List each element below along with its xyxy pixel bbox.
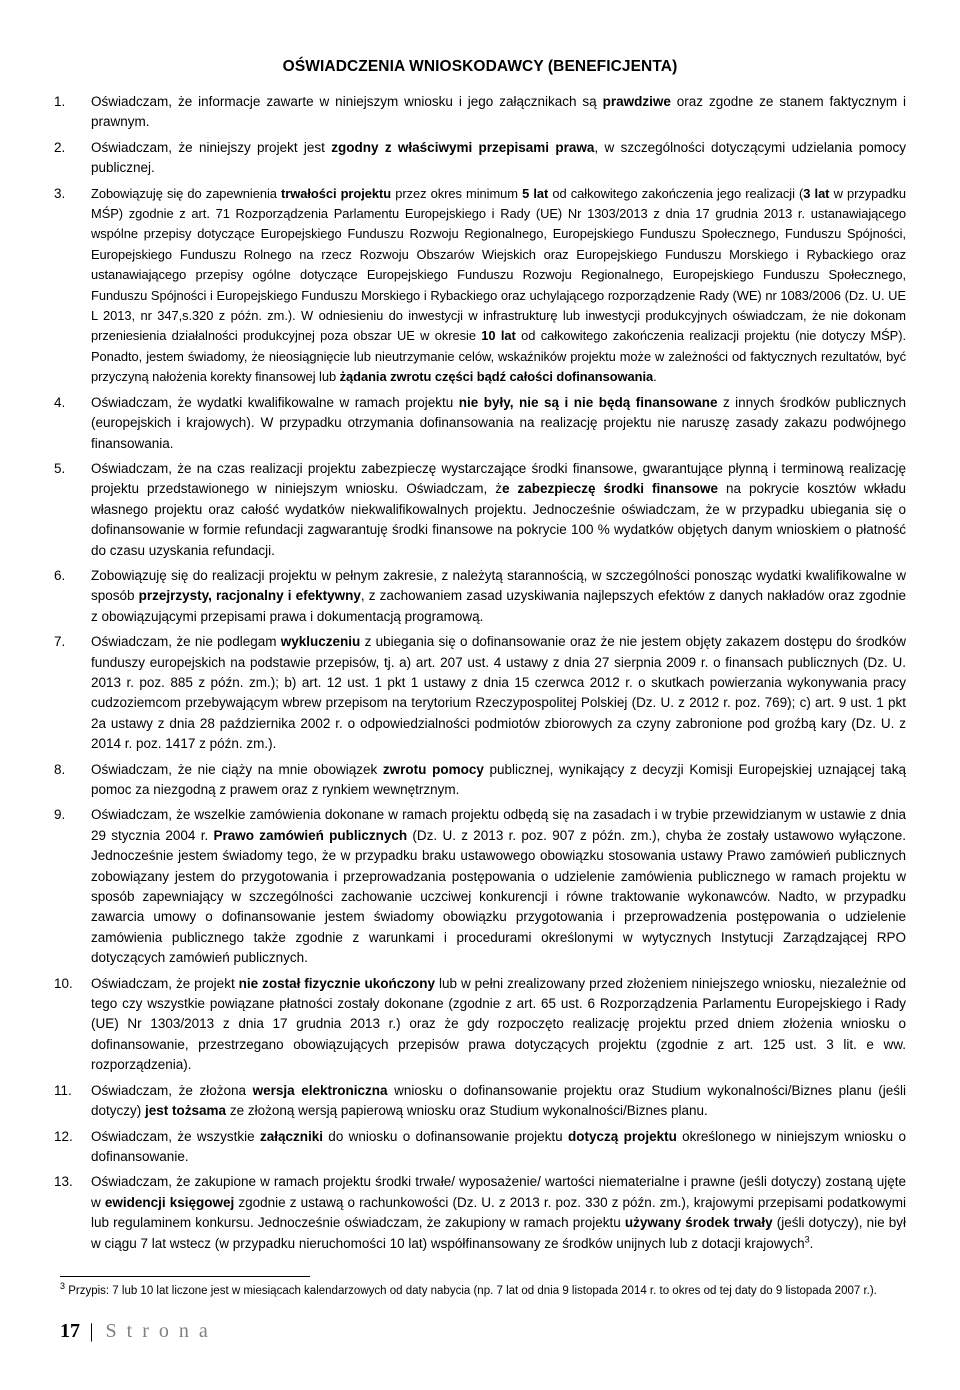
statement-number: 12. bbox=[54, 1128, 73, 1144]
statement-item bbox=[54, 805, 906, 968]
statement-item bbox=[54, 974, 906, 1076]
statement-number: 1. bbox=[54, 94, 66, 109]
page-number bbox=[60, 1320, 210, 1343]
statement-text: Oświadczam, że wszystkie załączniki do wniosku o dofinansowanie projektu dotyczą projektu określonego w niniejszym wniosku o dofinansowanie. bbox=[91, 1128, 906, 1164]
statement-number: 6. bbox=[54, 567, 66, 583]
page-title: OŚWIADCZENIA WNIOSKODAWCY (BENEFICJENTA) bbox=[282, 58, 678, 75]
statement-item bbox=[54, 393, 906, 454]
statement-item bbox=[54, 1081, 906, 1122]
statement-text: Oświadczam, że zakupione w ramach projektu środki trwałe/ wyposażenie/ wartości niematerialne i prawne (jeśli dotyczy) zostaną ujęte w ewidencji księgowej zgodnie z ustawą o rachunkowości (Dz. U. z 2013 r. poz. 330 z późn. zm.), krajowymi przepisami podatkowymi lub regulaminem konkursu. Jednocześnie oświadczam, że zakupiony w ramach projektu używany środek trwały (jeśli dotyczy), nie był w ciągu 7 lat wstecz (w przypadku nieruchomości 10 lat) współfinansowany ze środków unijnych lub z dotacji krajowych$^3$. bbox=[91, 1174, 907, 1251]
footnote bbox=[60, 1283, 902, 1300]
statement-text: Oświadczam, że nie ciąży na mnie obowiązek zwrotu pomocy publicznej, wynikający z decyzji Komisji Europejskiej uznającej taką pomoc za niezgodną z prawem oraz z rynkiem wewnętrznym. bbox=[91, 761, 906, 797]
footnote-mark: 3 bbox=[60, 1281, 66, 1292]
statement-text: Oświadczam, że złożona wersja elektroniczna wniosku o dofinansowanie projektu oraz Studium wykonalności/Biznes planu (jeśli dotyczy) jest tożsama ze złożoną wersją papierową wniosku oraz Studium wykonalności/Biznes planu. bbox=[91, 1082, 907, 1119]
statements-list bbox=[54, 92, 906, 1259]
statement-text: Oświadczam, że na czas realizacji projektu zabezpieczę wystarczające środki finansowe, gwarantujące płynną i terminową realizację projektu przedstawionego w niniejszym wniosku. Oświadczam, że zabezpieczę środki finansowe na pokrycie kosztów wkładu własnego projektu oraz całość wydatków niekwalifikowalnych projektu. Jednocześnie oświadczam, że w przypadku ubiegania się o dofinansowanie w formie refundacji zagwarantuję środki finansowe na pokrycie 100 % wydatków objętych danym wnioskiem o płatność do czasu uzyskania refundacji. bbox=[91, 460, 906, 558]
page-number-label: S t r o n a bbox=[105, 1320, 211, 1342]
statement-item bbox=[54, 760, 906, 801]
statement-text: Zobowiązuję się do zapewnienia trwałości projektu przez okres minimum 5 lat od całkowitego zakończenia jego realizacji (3 lat w przypadku MŚP) zgodnie z art. 71 Rozporządzenia Parlamentu Europejskiego i Rady (UE) Nr 1303/2013 z dnia 17 grudnia 2013 r. ustanawiającego wspólne przepisy dotyczące Europejskiego Funduszu Rozwoju Regionalnego, Europejskiego Funduszu Społecznego, Funduszu Spójności, Europejskiego Funduszu Rolnego na rzecz Rozwoju Obszarów Wiejskich oraz Europejskiego Funduszu Morskiego i Rybackiego oraz ustanawiającego przepisy ogólne dotyczące Europejskiego Funduszu Rozwoju Regionalnego, Europejskiego Funduszu Społecznego, Funduszu Spójności i Europejskiego Funduszu Morskiego i Rybackiego oraz uchylającego rozporządzenie Rady (WE) nr 1083/2006 (Dz. U. UE L 2013, nr 347,s.320 z późn. zm.). W odniesieniu do inwestycji w infrastrukturę lub inwestycji produkcyjnych oświadczam, że nie dokonam przeniesienia działalności produkcyjnej poza obszar UE w okresie 10 lat od całkowitego zakończenia realizacji projektu (nie dotyczy MŚP). Ponadto, jestem świadomy, że nieosiągnięcie lub nieutrzymanie celów, wskaźników projektu może w zależności od faktycznych rezultatów, być przyczyną nałożenia korekty finansowej lub żądania zwrotu części bądź całości dofinansowania. bbox=[91, 185, 906, 385]
statement-item bbox=[54, 1127, 906, 1168]
footnote-divider bbox=[60, 1276, 310, 1277]
statement-item bbox=[54, 566, 906, 627]
statement-item bbox=[54, 1172, 906, 1254]
statement-number: 10. bbox=[54, 975, 73, 991]
statement-number: 3. bbox=[54, 185, 66, 201]
page-number-separator: | bbox=[89, 1320, 97, 1342]
statement-number: 5. bbox=[54, 460, 66, 476]
statement-text: Oświadczam, że wydatki kwalifikowalne w ramach projektu nie były, nie są i nie będą finansowane z innych środków publicznych (europejskich i krajowych). W przypadku otrzymania dofinansowania na realizację projektu nie naruszę zasady zakazu podwójnego finansowania. bbox=[91, 394, 906, 451]
statement-text: Zobowiązuję się do realizacji projektu w pełnym zakresie, z należytą starannością, w szczególności ponosząc wydatki kwalifikowalne w sposób przejrzysty, racjonalny i efektywny, z zachowaniem zasad uzyskiwania najlepszych efektów z danych nakładów oraz zgodnie z obowiązującymi przepisami prawa i dokumentacją programową. bbox=[91, 567, 906, 624]
page-number-value: 17 bbox=[60, 1320, 80, 1342]
statement-text: Oświadczam, że wszelkie zamówienia dokonane w ramach projektu odbędą się na zasadach i w trybie przewidzianym w ustawie z dnia 29 stycznia 2004 r. Prawo zamówień publicznych (Dz. U. z 2013 r. poz. 907 z późn. zm.), chyba że zostały ustawowo wyłączone. Jednocześnie jestem świadomy tego, że w przypadku braku ustawowego obowiązku stosowania ustawy Prawo zamówień publicznych zobowiązany jestem do przygotowania i przeprowadzania postępowania o udzielenie zamówienia publicznego w ramach projektu w sposób zapewniający w szczególności zachowanie uczciwej konkurencji i równe traktowanie wykonawców. Nadto, w przypadku zawarcia umowy o dofinansowanie jestem świadomy obowiązku przygotowania i przeprowadzenia postępowania o udzielenie zamówienia publicznego także zgodnie z warunkami i procedurami określonymi w wytycznych Instytucji Zarządzającej RPO dotyczących zamówień publicznych. bbox=[91, 807, 906, 966]
statement-number: 11. bbox=[54, 1082, 72, 1098]
statement-number: 8. bbox=[54, 761, 66, 777]
statement-item bbox=[54, 632, 906, 754]
statement-item bbox=[54, 459, 906, 561]
statement-number: 4. bbox=[54, 394, 66, 410]
statement-text: Oświadczam, że projekt nie został fizycznie ukończony lub w pełni zrealizowany przed złożeniem niniejszego wniosku, niezależnie od tego czy wszystkie powiązane płatności zostały dokonane (zgodnie z art. 65 ust. 6 Rozporządzenia Parlamentu Europejskiego i Rady (UE) Nr 1303/2013 z dnia 17 grudnia 2013 r.) oraz że gdy rozpoczęto realizację projektu przed dniem złożenia wniosku o dofinansowanie, przestrzegano obowiązujących przepisów prawa dotyczących projektu (zgodnie z art. 125 ust. 3 lit. e ww. rozporządzenia). bbox=[91, 975, 906, 1073]
statement-number: 9. bbox=[54, 807, 66, 823]
statement-number: 7. bbox=[54, 634, 66, 650]
statement-text: Oświadczam, że niniejszy projekt jest zgodny z właściwymi przepisami prawa, w szczególności dotyczącymi udzielania pomocy publicznej. bbox=[91, 139, 906, 176]
statement-text: Oświadczam, że informacje zawarte w niniejszym wniosku i jego załącznikach są prawdziwe oraz zgodne ze stanem faktycznym i prawnym. bbox=[91, 94, 906, 130]
statement-item bbox=[54, 92, 906, 133]
statement-item bbox=[54, 138, 906, 179]
statement-number: 13. bbox=[54, 1174, 73, 1190]
statement-item bbox=[54, 184, 906, 388]
statement-text: Oświadczam, że nie podlegam wykluczeniu z ubiegania się o dofinansowanie oraz że nie jestem objęty zakazem dostępu do środków funduszy europejskich na podstawie przepisów, tj. a) art. 207 ust. 4 ustawy z dnia 27 sierpnia 2009 r. o finansach publicznych (Dz. U. 2013 r. poz. 885 z późn. zm.); b) art. 12 ust. 1 pkt 1 ustawy z dnia 15 czerwca 2012 r. o skutkach powierzania wykonywania pracy cudzoziemcom przebywającym wbrew przepisom na terytorium Rzeczypospolitej Polskiej (Dz. U. z 2012 r. poz. 769); c) art. 9 ust. 1 pkt 2a ustawy z dnia 28 października 2002 r. o odpowiedzialności podmiotów zbiorowych za czyny zabronione pod groźbą kary (Dz. U. z 2014 r. poz. 1417 z późn. zm.). bbox=[91, 634, 907, 752]
footnote-text: Przypis: 7 lub 10 lat liczone jest w miesiącach kalendarzowych od daty nabycia (np. 7 lat od dnia 9 listopada 2014 r. to okres od tej daty do 9 listopada 2007 r.). bbox=[65, 1285, 877, 1297]
statement-number: 2. bbox=[54, 139, 66, 155]
